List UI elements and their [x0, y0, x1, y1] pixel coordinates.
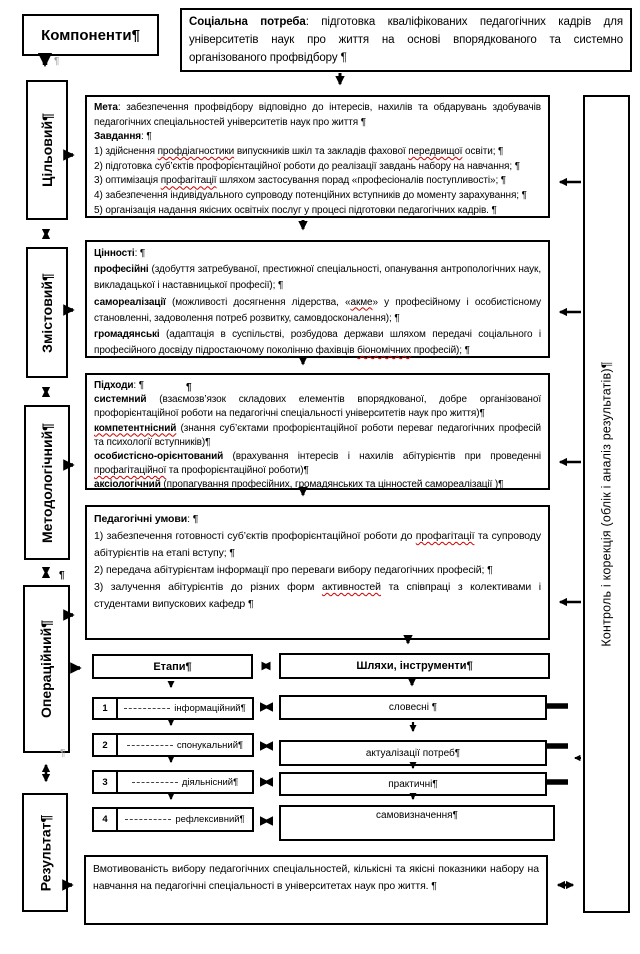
components-title-box: [22, 14, 159, 56]
pilcrow-mark: ¶: [60, 748, 66, 759]
component-box-target: [26, 80, 68, 220]
component-label-methodological: Методологічний¶: [39, 422, 55, 543]
motivation-result-box: Вмотивованість вибору педагогічних спеціальностей, кількісні та якісні показники набору на навчання на педагогічні спеціальності в університетах наук про життя. ¶: [84, 855, 548, 925]
stage-number-4: 4: [94, 809, 118, 830]
way-row-verbal: словесні ¶: [279, 695, 547, 720]
component-label-content: Змістовий¶: [39, 272, 56, 353]
stages-header-box: [92, 654, 253, 679]
component-label-result: Результат¶: [37, 814, 54, 891]
social-need-box: Соціальна потреба: підготовка кваліфікованих педагогічних кадрів для університетів наук про життя на основі впорядкованого та системно організованого профвідбору ¶: [180, 8, 632, 72]
stage-label-1: інформаційний¶: [118, 699, 252, 718]
values-box: Цінності: ¶ професійні (здобуття затребуваної, престижної спеціальності, опанування антропологічних наук, викладацької і наставницької професії); ¶ самореалізації (можливості досягнення лідерства, «акме» у професійному і особистісному становленні, задоволення потреб розвитку, самовдосконалення); ¶ громадянські (адаптація в суспільстві, розбудова держави шляхом передачі соціального і професійного досвіду підростаючому поколінню фахівців біономічних професій); ¶: [85, 240, 550, 358]
pilcrow-mark: ¶: [186, 382, 192, 393]
stage-label-2: спонукальний¶: [118, 735, 252, 755]
pilcrow-mark: ¶: [54, 56, 60, 67]
stage-number-2: 2: [94, 735, 118, 755]
stage-label-3: діяльнісний¶: [118, 772, 252, 792]
component-label-operational: Операційний¶: [38, 619, 55, 719]
component-box-operational: [23, 585, 70, 753]
component-box-methodological: [24, 405, 70, 560]
goal-tasks-box: Мета: забезпечення профвідбору відповідно до інтересів, нахилів та обдарувань здобувачів педагогічних спеціальностей університетів наук про життя ¶ Завдання: ¶ 1) здійснення профдіагностики випускників шкіл та закладів фахової передвищої освіти; ¶ 2) підготовка суб’єктів профорієнтаційної роботи до реалізації завдань набору на навчання; ¶ 3) оптимізація профагітації шляхом застосування порад «професіоналів поступливості»; ¶ 4) забезпечення індивідуального супроводу потенційних вступників до моменту зарахування; ¶ 5) організація надання якісних освітніх послуг у процесі підготовки педагогічних кадрів. ¶: [85, 95, 550, 218]
pilcrow-mark: ¶: [59, 570, 65, 581]
stage-row-4: [92, 807, 254, 832]
way-row-self-determination: самовизначення¶: [279, 805, 555, 841]
ways-header: Шляхи, інструменти¶: [356, 660, 473, 672]
dashed-leader: [124, 708, 170, 709]
component-box-result: [22, 793, 68, 912]
dashed-leader: [125, 819, 171, 820]
pedagogical-conditions-box: Педагогічні умови: ¶ 1) забезпечення готовності суб’єктів профорієнтаційної роботи до профагітації та супроводу абітурієнтів на етапі вступу; ¶ 2) передача абітурієнтам інформації про переваги вибору педагогічних професій; ¶ 3) залучення абітурієнтів до різних форм активностей та співпраці з колективами і студентами випускових кафедр ¶: [85, 505, 550, 640]
dashed-leader: [132, 782, 178, 783]
ways-header-box: [279, 653, 550, 679]
stage-row-3: [92, 770, 254, 794]
stage-number-3: 3: [94, 772, 118, 792]
stage-row-1: [92, 697, 254, 720]
stage-row-2: [92, 733, 254, 757]
way-row-practical: практичні¶: [279, 772, 547, 796]
approaches-box: Підходи: ¶ системний (взаємозв’язок складових елементів впорядкованої, добре організованої профорієнтаційної роботи на педагогічні спеціальності університетів наук про життя)¶ компетентнісний (знання суб’єктами профорієнтаційної роботи переваг педагогічних професій та психології вступників)¶ особистісно-орієнтований (врахування інтересів і нахилів абітурієнтів при проведенні профагітаційної та профорієнтаційної роботи)¶ аксіологічний (пропагування професійних, громадянських та цінностей самореалізації )¶: [85, 373, 550, 490]
stages-header: Етапи¶: [153, 660, 192, 673]
component-label-target: Цільовий¶: [39, 113, 55, 187]
way-row-needs-actualization: актуалізації потреб¶: [279, 740, 547, 766]
stage-number-1: 1: [94, 699, 118, 718]
stage-label-4: рефлексивний¶: [118, 809, 252, 830]
component-box-content: [26, 247, 68, 378]
control-correction-label: Контроль і корекція (облік і аналіз результатів)¶: [599, 361, 614, 647]
components-title: Компоненти¶: [41, 26, 140, 44]
dashed-leader: [127, 745, 173, 746]
control-correction-box: [583, 95, 630, 913]
